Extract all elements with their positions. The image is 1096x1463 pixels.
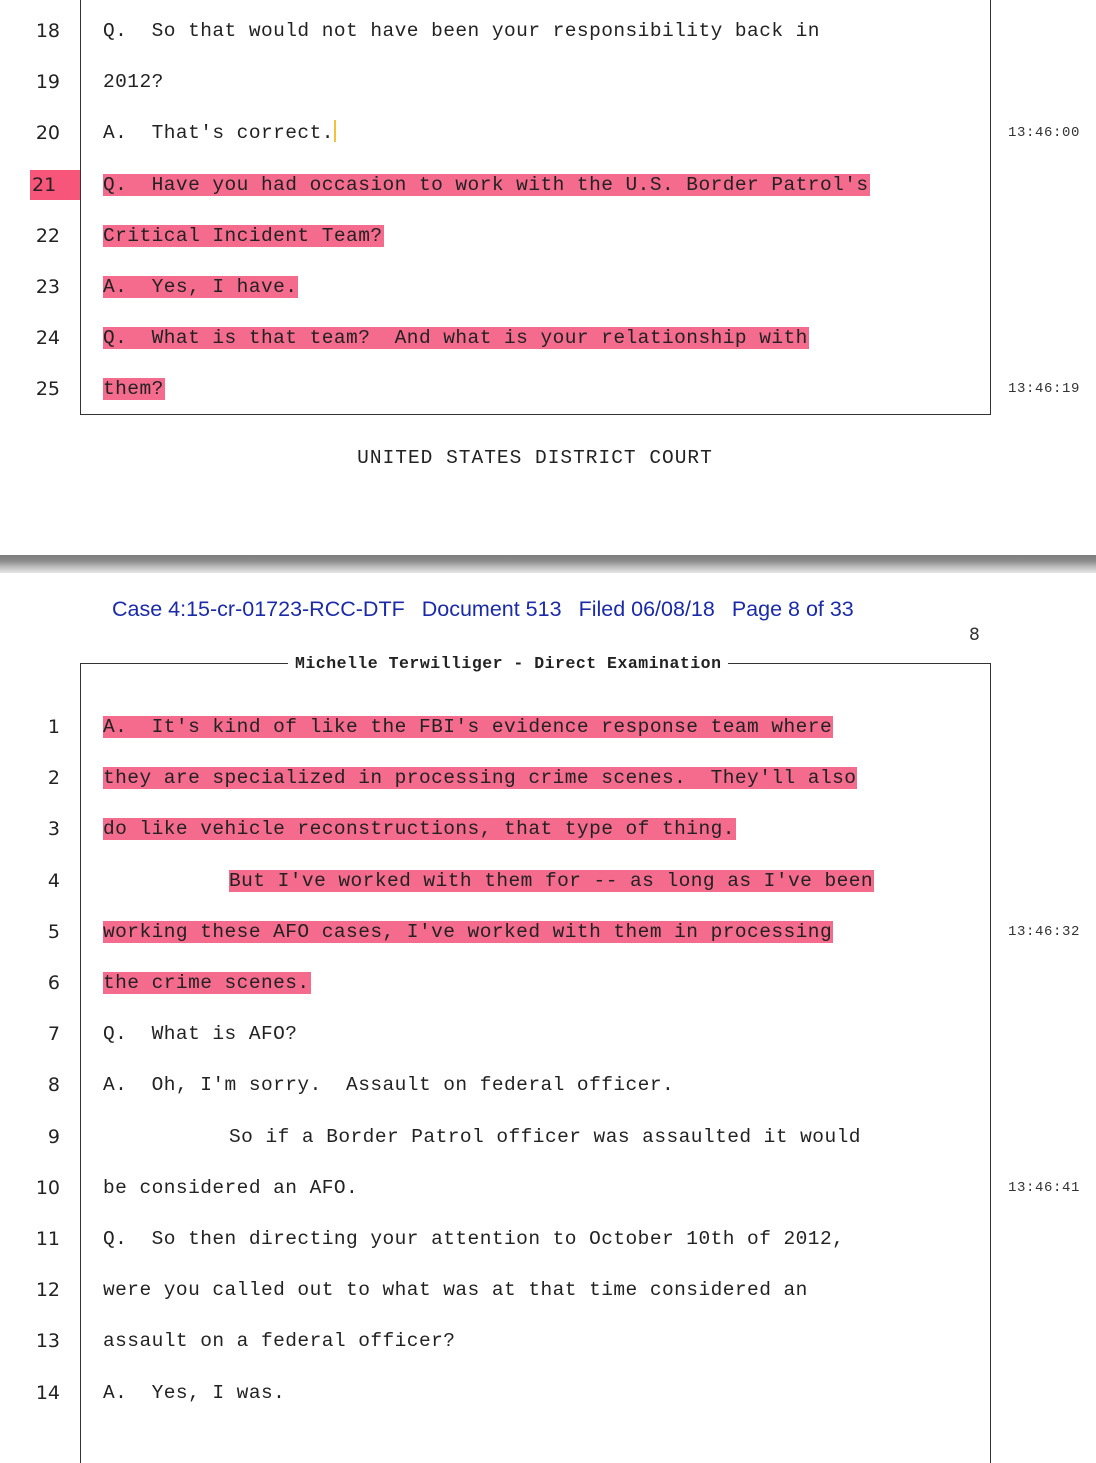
line-text: [103, 272, 298, 302]
line-text: [103, 118, 336, 148]
line-text: [103, 968, 311, 998]
line-text: [103, 1070, 674, 1100]
line-number: 8: [47, 1074, 60, 1097]
case-number: Case 4:15-cr-01723-RCC-DTF: [112, 597, 405, 621]
line-number: 20: [35, 122, 60, 145]
line-text: [103, 374, 165, 404]
line-number: 18: [35, 20, 60, 42]
timestamp: 13:46:32: [1007, 923, 1080, 940]
transcript-line: [0, 1378, 1096, 1408]
line-number: 10: [35, 1176, 60, 1199]
line-number: 22: [35, 224, 60, 247]
line-text: [103, 1326, 455, 1356]
line-segment: 2012?: [103, 71, 164, 94]
line-number: 21: [30, 170, 80, 200]
line-segment: A. That's correct.: [103, 122, 334, 145]
line-number: 2: [47, 767, 60, 790]
highlighted-text: A. Yes, I have.: [103, 276, 298, 298]
line-segment: Q. So then directing your attention to October 10th of 2012,: [103, 1228, 845, 1250]
line-segment: Q. What is AFO?: [103, 1023, 298, 1046]
line-segment: assault on a federal officer?: [103, 1330, 456, 1353]
line-text: [103, 67, 164, 97]
document-number: Document 513: [421, 597, 562, 621]
line-number: 13: [35, 1330, 60, 1353]
line-text: [229, 1122, 861, 1152]
transcript-line: [0, 968, 1096, 998]
transcript-line: [0, 814, 1096, 844]
transcript-line: [0, 866, 1096, 896]
text-cursor: [334, 120, 336, 142]
page-divider: [0, 555, 1096, 573]
highlighted-text: they are specialized in processing crime scenes. They'll also: [103, 767, 857, 790]
line-text: [103, 1173, 358, 1203]
filed-date: Filed 06/08/18: [578, 597, 715, 621]
highlighted-text: them?: [103, 378, 164, 401]
line-number: 9: [47, 1125, 60, 1148]
transcript-line: [0, 917, 1096, 947]
line-segment: were you called out to what was at that time considered an: [103, 1279, 808, 1302]
line-number: 11: [35, 1228, 60, 1250]
line-text: [103, 323, 809, 353]
highlighted-text: the crime scenes.: [103, 972, 310, 994]
transcript-line: [0, 1070, 1096, 1100]
transcript-line: [0, 1275, 1096, 1305]
line-text: [103, 16, 820, 46]
line-number: 4: [47, 869, 60, 892]
transcript-line: [0, 1173, 1096, 1203]
highlighted-text: Critical Incident Team?: [103, 224, 383, 247]
line-number: 5: [47, 920, 60, 943]
highlighted-text: But I've worked with them for -- as long as I've been: [229, 869, 874, 892]
examination-heading: Michelle Terwilliger - Direct Examination: [288, 653, 728, 675]
transcript-line: [0, 67, 1096, 97]
transcript-page-top: [0, 0, 1096, 555]
page-count: Page 8 of 33: [731, 597, 854, 621]
line-text: [103, 1019, 297, 1049]
transcript-line: [0, 221, 1096, 251]
transcript-line: [0, 1019, 1096, 1049]
transcript-line: [0, 1326, 1096, 1356]
line-number: 14: [35, 1381, 60, 1404]
line-number: 25: [35, 378, 60, 401]
line-text: [103, 1378, 285, 1408]
case-caption: [112, 597, 871, 622]
line-text: [103, 1224, 844, 1254]
transcript-line: [0, 272, 1096, 302]
line-text: [103, 763, 857, 793]
transcript-line: [0, 170, 1096, 200]
line-text: [103, 1275, 808, 1305]
transcript-page-bottom: [0, 573, 1096, 1434]
line-number: 19: [35, 71, 60, 94]
line-text: [103, 814, 736, 844]
line-text: [229, 866, 874, 896]
transcript-line: [0, 763, 1096, 793]
transcript-line: [0, 118, 1096, 148]
highlighted-text: working these AFO cases, I've worked with them in processing: [103, 920, 833, 943]
line-number: 6: [47, 972, 60, 994]
timestamp: 13:46:19: [1007, 381, 1080, 398]
line-number: 7: [47, 1023, 60, 1046]
line-number: 3: [47, 818, 60, 841]
line-number: 12: [35, 1279, 60, 1302]
transcript-line: [0, 1122, 1096, 1152]
highlighted-text: Q. Have you had occasion to work with the U.S. Border Patrol's: [103, 173, 869, 196]
line-number: 23: [35, 276, 60, 298]
highlighted-text: Q. What is that team? And what is your relationship with: [103, 327, 808, 350]
line-segment: Q. So that would not have been your responsibility back in: [103, 20, 820, 42]
line-text: [103, 917, 833, 947]
line-number: 1: [47, 716, 60, 738]
line-text: [103, 712, 833, 742]
transcript-line: [0, 712, 1096, 742]
transcript-line: [0, 1224, 1096, 1254]
line-segment: be considered an AFO.: [103, 1176, 359, 1199]
line-segment: A. Oh, I'm sorry. Assault on federal officer.: [103, 1074, 675, 1097]
court-footer: UNITED STATES DISTRICT COURT: [357, 447, 713, 469]
page-number: 8: [969, 625, 980, 645]
line-segment: A. Yes, I was.: [103, 1381, 286, 1404]
line-text: [103, 170, 870, 200]
transcript-line: [0, 323, 1096, 353]
timestamp: 13:46:00: [1007, 125, 1080, 142]
line-segment: So if a Border Patrol officer was assaulted it would: [229, 1125, 861, 1148]
highlighted-text: do like vehicle reconstructions, that type of thing.: [103, 818, 735, 841]
line-number: 24: [35, 327, 60, 350]
line-text: [103, 221, 384, 251]
highlighted-text: A. It's kind of like the FBI's evidence response team where: [103, 716, 833, 738]
transcript-line: [0, 374, 1096, 404]
transcript-line: [0, 16, 1096, 46]
timestamp: 13:46:41: [1007, 1179, 1080, 1196]
